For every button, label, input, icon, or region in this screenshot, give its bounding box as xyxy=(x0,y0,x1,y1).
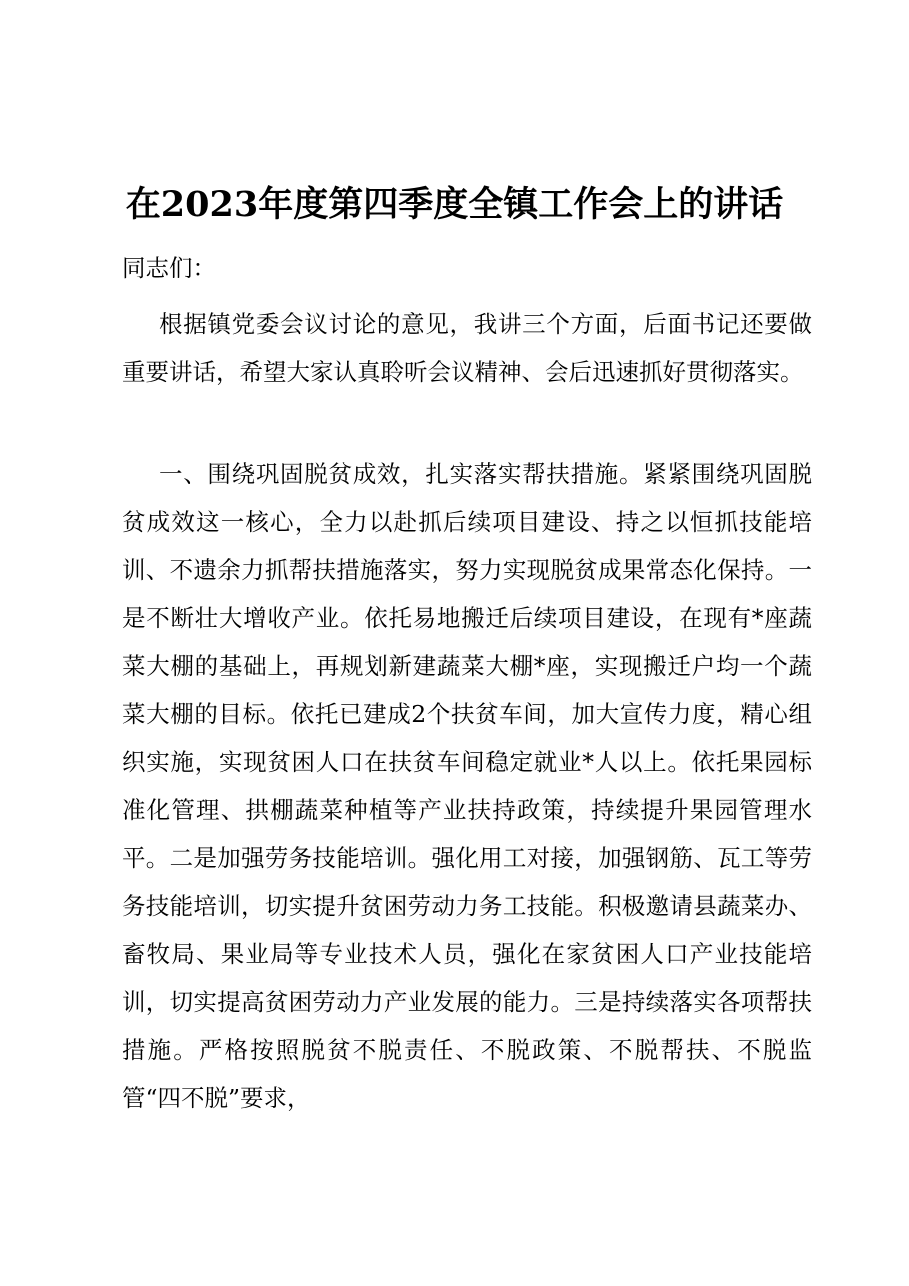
paragraph-intro: 根据镇党委会议讨论的意见，我讲三个方面，后面书记还要做重要讲话，希望大家认真聆听会议精神、会后迅速抓好贯彻落实。 xyxy=(122,310,812,386)
document-title: 在2023年度第四季度全镇工作会上的讲话 xyxy=(125,184,784,226)
paragraph-section-one: 一、围绕巩固脱贫成效，扎实落实帮扶措施。紧紧围绕巩固脱贫成效这一核心，全力以赴抓后续项目建设、持之以恒抓技能培训、不遗余力抓帮扶措施落实，努力实现脱贫成果常态化保持。一是不断壮大增收产业。依托易地搬迁后续项目建设，在现有*座蔬菜大棚的基础上，再规划新建蔬菜大棚*座，实现搬迁户均一个蔬菜大棚的目标。依托已建成2个扶贫车间，加大宣传力度，精心组织实施，实现贫困人口在扶贫车间稳定就业*人以上。依托果园标准化管理、拱棚蔬菜种植等产业扶持政策，持续提升果园管理水平。二是加强劳务技能培训。强化用工对接，加强钢筋、瓦工等劳务技能培训，切实提升贫困劳动力务工技能。积极邀请县蔬菜办、畜牧局、果业局等专业技术人员，强化在家贫困人口产业技能培训，切实提高贫困劳动力产业发展的能力。三是持续落实各项帮扶措施。严格按照脱贫不脱责任、不脱政策、不脱帮扶、不脱监管“四不脱”要求， xyxy=(122,460,812,1112)
salutation: 同志们： xyxy=(122,254,216,282)
